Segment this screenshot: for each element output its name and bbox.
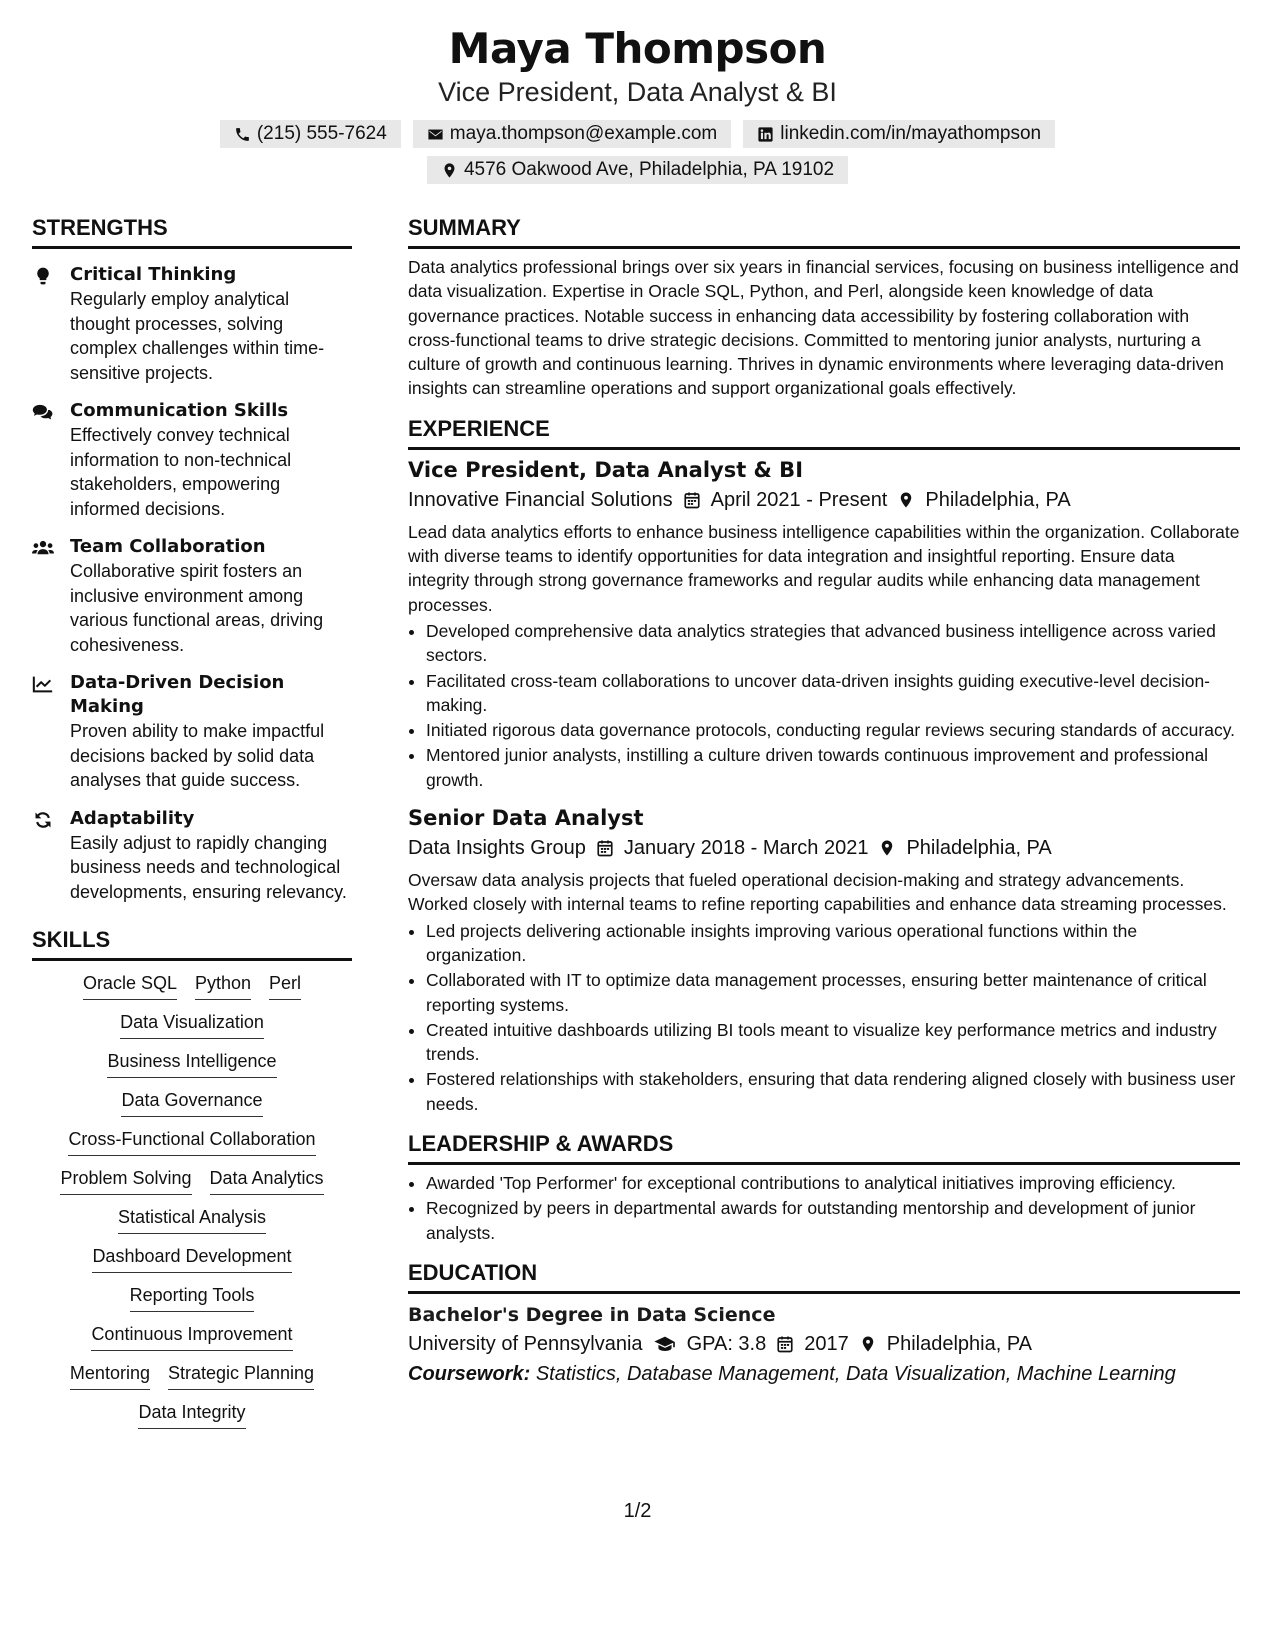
gpa: GPA: 3.8 — [686, 1332, 767, 1355]
school-name: University of Pennsylvania — [408, 1332, 643, 1355]
map-marker-icon — [897, 491, 915, 509]
strength-item — [32, 535, 352, 657]
skill-tag: Continuous Improvement — [91, 1322, 292, 1351]
strengths-heading: STRENGTHS — [32, 214, 352, 249]
strength-desc: Regularly employ analytical thought processes, solving complex challenges within time-sensitive projects. — [70, 289, 325, 383]
strength-name: Adaptability — [70, 807, 195, 829]
bullet-item: • Facilitated cross-team collaborations to uncover data-driven insights guiding executive-level decision-making. — [426, 669, 1240, 718]
bullet-item: • Fostered relationships with stakeholders, ensuring that data rendering aligned closely with business user needs. — [426, 1067, 1240, 1116]
awards-list — [408, 1171, 1240, 1245]
address-text: 4576 Oakwood Ave, Philadelphia, PA 19102 — [463, 159, 835, 180]
strength-name: Team Collaboration — [70, 536, 266, 557]
candidate-name: Maya Thompson — [448, 24, 827, 73]
refresh-icon — [32, 810, 54, 830]
job-bullets — [408, 619, 1240, 792]
skill-tag: Perl — [269, 971, 301, 1000]
company-name: Data Insights Group — [408, 837, 586, 860]
skill-tag: Strategic Planning — [168, 1361, 314, 1390]
skill-tag: Reporting Tools — [130, 1283, 255, 1312]
resume-header — [0, 22, 1275, 184]
skill-row — [32, 1205, 352, 1234]
skill-row — [32, 1283, 352, 1312]
calendar-icon — [683, 491, 701, 509]
bullet-item: • Initiated rigorous data governance protocols, conducting regular reviews securing standards of accuracy. — [426, 718, 1240, 742]
degree-name: Bachelor's Degree in Data Science — [408, 1303, 776, 1326]
job-dates: April 2021 - Present — [710, 488, 888, 511]
skill-tag: Problem Solving — [60, 1166, 191, 1195]
lightbulb-icon — [32, 266, 54, 286]
skill-tag: Data Governance — [121, 1088, 262, 1117]
map-marker-icon — [441, 162, 458, 179]
strength-item — [32, 807, 352, 905]
linkedin-text[interactable]: linkedin.com/in/mayathompson — [780, 123, 1042, 144]
strength-item — [32, 399, 352, 521]
coursework-list: Statistics, Database Management, Data Visualization, Machine Learning — [535, 1362, 1176, 1385]
school-location: Philadelphia, PA — [886, 1332, 1033, 1355]
coursework — [408, 1360, 1240, 1388]
job-meta — [408, 486, 1240, 514]
email-text[interactable]: maya.thompson@example.com — [449, 123, 718, 144]
strength-item — [32, 263, 352, 385]
experience-heading: EXPERIENCE — [408, 415, 1240, 450]
skill-tag: Python — [195, 971, 251, 1000]
skill-tag: Data Integrity — [138, 1400, 245, 1429]
skill-tag: Statistical Analysis — [118, 1205, 266, 1234]
education-meta — [408, 1330, 1240, 1358]
skill-tag: Data Visualization — [120, 1010, 264, 1039]
job-meta — [408, 834, 1240, 862]
calendar-icon — [776, 1335, 794, 1353]
company-name: Innovative Financial Solutions — [408, 488, 673, 511]
award-item: • Recognized by peers in departmental awards for outstanding mentorship and development of junior analysts. — [426, 1196, 1240, 1245]
phone-icon — [234, 126, 251, 143]
strength-desc: Collaborative spirit fosters an inclusive environment among various functional areas, driving cohesiveness. — [70, 561, 324, 655]
skill-tag: Data Analytics — [210, 1166, 324, 1195]
email-chip[interactable] — [413, 120, 731, 148]
bullet-item: • Mentored junior analysts, instilling a culture driven towards continuous improvement and professional growth. — [426, 743, 1240, 792]
skill-row — [32, 1166, 352, 1195]
strength-name: Communication Skills — [70, 400, 289, 421]
graduation-year: 2017 — [804, 1332, 849, 1355]
award-item: • Awarded 'Top Performer' for exceptional contributions to analytical initiatives improving efficiency. — [426, 1171, 1240, 1195]
skills-heading: SKILLS — [32, 926, 352, 961]
line-chart-icon — [32, 674, 54, 694]
summary-heading: SUMMARY — [408, 214, 1240, 249]
job-description: Oversaw data analysis projects that fueled operational decision-making and strategy advancements. Worked closely with internal teams to refine reporting capabilities and enhance data streaming processes. — [408, 870, 1227, 915]
phone-text: (215) 555-7624 — [256, 123, 387, 144]
skill-row — [32, 1127, 352, 1156]
skill-row — [32, 1400, 352, 1429]
bullet-item: • Developed comprehensive data analytics strategies that advanced business intelligence across varied sectors. — [426, 619, 1240, 668]
strength-name: Data-Driven Decision Making — [70, 672, 285, 717]
phone-chip — [220, 120, 401, 148]
awards-heading: LEADERSHIP & AWARDS — [408, 1130, 1240, 1165]
skill-tag: Dashboard Development — [92, 1244, 291, 1273]
skill-tag: Cross-Functional Collaboration — [68, 1127, 315, 1156]
right-column — [408, 214, 1240, 1388]
job-bullets — [408, 919, 1240, 1116]
contact-info — [213, 120, 1063, 184]
job-entry — [408, 456, 1240, 792]
skill-row — [32, 1361, 352, 1390]
map-marker-icon — [859, 1335, 877, 1353]
skill-row — [32, 1049, 352, 1078]
bullet-item: • Led projects delivering actionable insights improving various operational functions within the organization. — [426, 919, 1240, 968]
skill-row — [32, 1088, 352, 1117]
linkedin-icon — [757, 126, 774, 143]
bullet-item: • Collaborated with IT to optimize data management processes, ensuring better maintenance of critical reporting systems. — [426, 968, 1240, 1017]
candidate-title: Vice President, Data Analyst & BI — [438, 77, 837, 107]
map-marker-icon — [878, 839, 896, 857]
strength-desc: Easily adjust to rapidly changing business needs and technological developments, ensuring relevancy. — [70, 832, 347, 902]
coursework-label: Coursework: — [408, 1362, 531, 1385]
address-chip — [427, 156, 848, 184]
job-dates: January 2018 - March 2021 — [623, 837, 869, 860]
skill-tag: Business Intelligence — [107, 1049, 276, 1078]
strength-desc: Effectively convey technical information to non-technical stakeholders, empowering informed decisions. — [70, 425, 292, 519]
strength-desc: Proven ability to make impactful decisions backed by solid data analyses that guide success. — [70, 721, 325, 790]
skill-row — [32, 1010, 352, 1039]
job-description: Lead data analytics efforts to enhance business intelligence capabilities within the organization. Collaborate with diverse teams to identify opportunities for data integration and insightful reporting. Ensure data integrity through strong governance frameworks and regular audits while enhancing data management processes. — [408, 521, 1240, 615]
bullet-item: • Created intuitive dashboards utilizing BI tools meant to visualize key performance metrics and industry trends. — [426, 1018, 1240, 1067]
summary-text: Data analytics professional brings over six years in financial services, focusing on business intelligence and data visualization. Expertise in Oracle SQL, Python, and Perl, alongside keen knowledge of data governance practices. Notable success in enhancing data accessibility by fostering collaboration with cross-functional teams to drive strategic decisions. Committed to mentoring junior analysts, nurturing a culture of growth and continuous learning. Thrives in dynamic environments where leveraging data-driven insights can streamline operations and support organizational goals effectively. — [408, 257, 1239, 399]
job-location: Philadelphia, PA — [925, 488, 1071, 511]
skill-row — [32, 971, 352, 1000]
skill-tag: Mentoring — [70, 1361, 150, 1390]
skill-tag: Oracle SQL — [83, 971, 177, 1000]
skill-row — [32, 1322, 352, 1351]
skill-row — [32, 1244, 352, 1273]
strength-item — [32, 671, 352, 793]
calendar-icon — [596, 839, 614, 857]
linkedin-chip[interactable] — [743, 120, 1055, 148]
strength-name: Critical Thinking — [70, 264, 237, 285]
education-heading: EDUCATION — [408, 1259, 1240, 1294]
job-entry — [408, 804, 1240, 1116]
job-title: Senior Data Analyst — [408, 806, 644, 831]
users-icon — [32, 538, 54, 558]
left-column — [32, 214, 352, 1429]
envelope-icon — [427, 126, 444, 143]
job-title: Vice President, Data Analyst & BI — [408, 457, 804, 482]
page-number: 1/2 — [623, 1500, 652, 1522]
graduation-cap-icon — [653, 1335, 677, 1353]
chat-icon — [32, 402, 54, 422]
job-location: Philadelphia, PA — [906, 837, 1052, 860]
skills-list — [32, 971, 352, 1429]
